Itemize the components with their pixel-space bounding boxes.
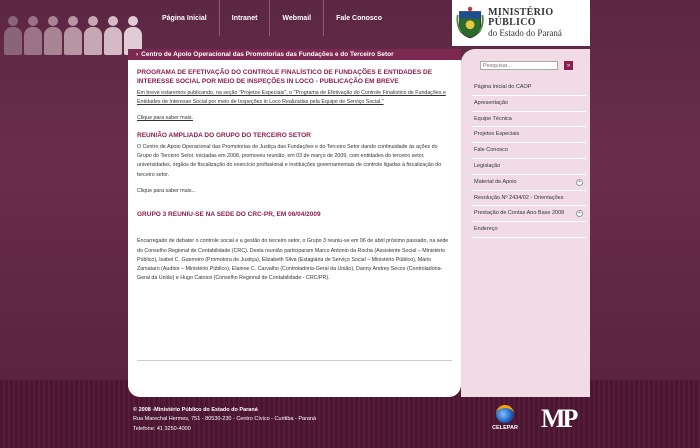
- site-logo[interactable]: [452, 0, 590, 46]
- top-navigation: [150, 0, 394, 40]
- sidebar-item-pagina-inicial-caop[interactable]: [472, 80, 586, 96]
- footer-phone: Telefone: 41 3250-4000: [133, 425, 191, 432]
- news-item: [137, 131, 452, 193]
- news-title[interactable]: REUNIÃO AMPLIADA DO GRUPO DO TERCEIRO SETOR: [137, 132, 311, 140]
- sidebar-item-label: Apresentação: [474, 99, 508, 106]
- news-title[interactable]: GRUPO 3 REUNIU-SE NA SEDE DO CRC-PR, EM 06/04/2009: [137, 210, 321, 218]
- sidebar-item-material-de-apoio[interactable]: [472, 175, 586, 191]
- celepar-label: CELEPAR: [492, 425, 518, 431]
- read-more-link[interactable]: Clique para saber mais.: [137, 115, 193, 122]
- search-button[interactable]: »: [564, 61, 573, 70]
- read-more-link[interactable]: Clique para saber mais...: [137, 187, 196, 194]
- news-item: [137, 210, 452, 284]
- logo-subtitle: do Estado do Paraná: [488, 27, 562, 38]
- news-text: O Centro de Apoio Operacional das Promotorias de Justiça das Fundações e do Terceiro Setor dando continuidade às ações do Grupo do Terceiro Setor, iniciadas em 2008, promoveu reunião, em 03 de março de 2009, com entidades do terceiro setor, universidades, órgãos de fiscalização do exercício profissional e instituições governamentais de controle ligadas à fiscalização do terceiro setor.: [137, 143, 442, 178]
- celepar-globe-icon: [496, 405, 514, 423]
- footer-address: Rua Marechal Hermes, 751 - 80530-230 - Centro Cívico - Curitiba - Paraná: [133, 416, 317, 423]
- sidebar-menu: [472, 80, 586, 238]
- sidebar-item-label: Material de Apoio: [474, 178, 517, 185]
- mp-logo-text: MP: [541, 404, 576, 433]
- sidebar: [461, 49, 590, 397]
- sidebar-item-resolucao[interactable]: [472, 191, 586, 207]
- news-item: [137, 68, 452, 121]
- footer-copyright: © 2008 -Ministério Público do Estado do Paraná: [133, 407, 258, 413]
- sidebar-item-label: Prestação de Contas Ano Base 2008: [474, 210, 565, 217]
- logo-title: MINISTÉRIO PÚBLICO: [488, 6, 554, 29]
- sidebar-item-endereco[interactable]: [472, 222, 586, 238]
- main-content-panel: [128, 49, 461, 397]
- expand-plus-icon[interactable]: +: [576, 179, 583, 186]
- search-box: [480, 61, 573, 70]
- nav-webmail[interactable]: Webmail: [270, 0, 324, 36]
- sidebar-item-projetos-especiais[interactable]: [472, 127, 586, 143]
- footer-info: [133, 406, 316, 434]
- sidebar-item-label: Equipe Técnica: [474, 115, 512, 122]
- sidebar-item-label: Fale Conosco: [474, 147, 508, 154]
- mp-logo[interactable]: [541, 403, 585, 435]
- sidebar-item-legislacao[interactable]: [472, 159, 586, 175]
- section-header: [128, 49, 461, 60]
- nav-intranet[interactable]: Intranet: [220, 0, 271, 36]
- news-title[interactable]: PROGRAMA DE EFETIVAÇÃO DO CONTROLE FINALÍSTICO DE FUNDAÇÕES E ENTIDADES DE INTERESSE SOCIAL POR MEIO DE INSPEÇÕES IN LOCO - PUBLICAÇÃO EM BREVE: [137, 69, 433, 86]
- search-input[interactable]: [480, 61, 558, 70]
- people-silhouettes-banner: [0, 0, 150, 55]
- arrow-right-icon: ›: [136, 51, 139, 58]
- sidebar-item-label: Endereço: [474, 226, 498, 233]
- nav-pagina-inicial[interactable]: Página Inicial: [150, 0, 220, 36]
- celepar-logo[interactable]: [490, 405, 520, 431]
- sidebar-item-prestacao-de-contas[interactable]: [472, 206, 586, 222]
- coat-of-arms-icon: [456, 4, 484, 42]
- sidebar-item-fale-conosco[interactable]: [472, 143, 586, 159]
- sidebar-item-label: Legislação: [474, 162, 501, 169]
- news-text: Encarregado de debater o controle social e a gestão do terceiro setor, o Grupo 3 reuniu-se em 06 de abril próximo passado, na sede do Conselho Regional de Contabilidade (CRC). Desta reunião participaram Marco Antonio da Rocha (Assistente Social – Ministério Público), Isabel C. Guerreiro (Promotora de Justiça), Elizabeth Silva (Estagiária de Serviço Social – Ministério Público), Mário Zamataro (Auditor – Ministério Público), Elainne C. Carvalho (Controladoria-Geral da União), Danny Andrey Secco (Controladoria-Geral da União) e Hugo Catossi (Conselho Regional de Contabilidade - CRC/PR).: [137, 238, 449, 282]
- news-text[interactable]: Em breve estaremos publicando, na seção "Projetos Especiais", o "Programa de Efetivação do Controle Finalístico de Fundações e Entidades de Interesse Social por meio de Inspeções in Loco Realizadas pela Equipe de Serviço Social.": [137, 89, 446, 106]
- divider: [137, 360, 452, 361]
- section-header-title: Centro de Apoio Operacional das Promotorias das Fundações e do Terceiro Setor: [141, 51, 394, 58]
- nav-fale-conosco[interactable]: Fale Conosco: [336, 14, 382, 22]
- sidebar-item-label: Projetos Especiais: [474, 131, 520, 138]
- sidebar-item-label: Página Inicial do CAOP: [474, 84, 532, 90]
- expand-plus-icon[interactable]: +: [576, 210, 583, 217]
- sidebar-item-equipe-tecnica[interactable]: [472, 112, 586, 128]
- sidebar-item-apresentacao[interactable]: [472, 96, 586, 112]
- sidebar-item-label: Resolução Nº 2434/02 - Orientações: [474, 194, 564, 201]
